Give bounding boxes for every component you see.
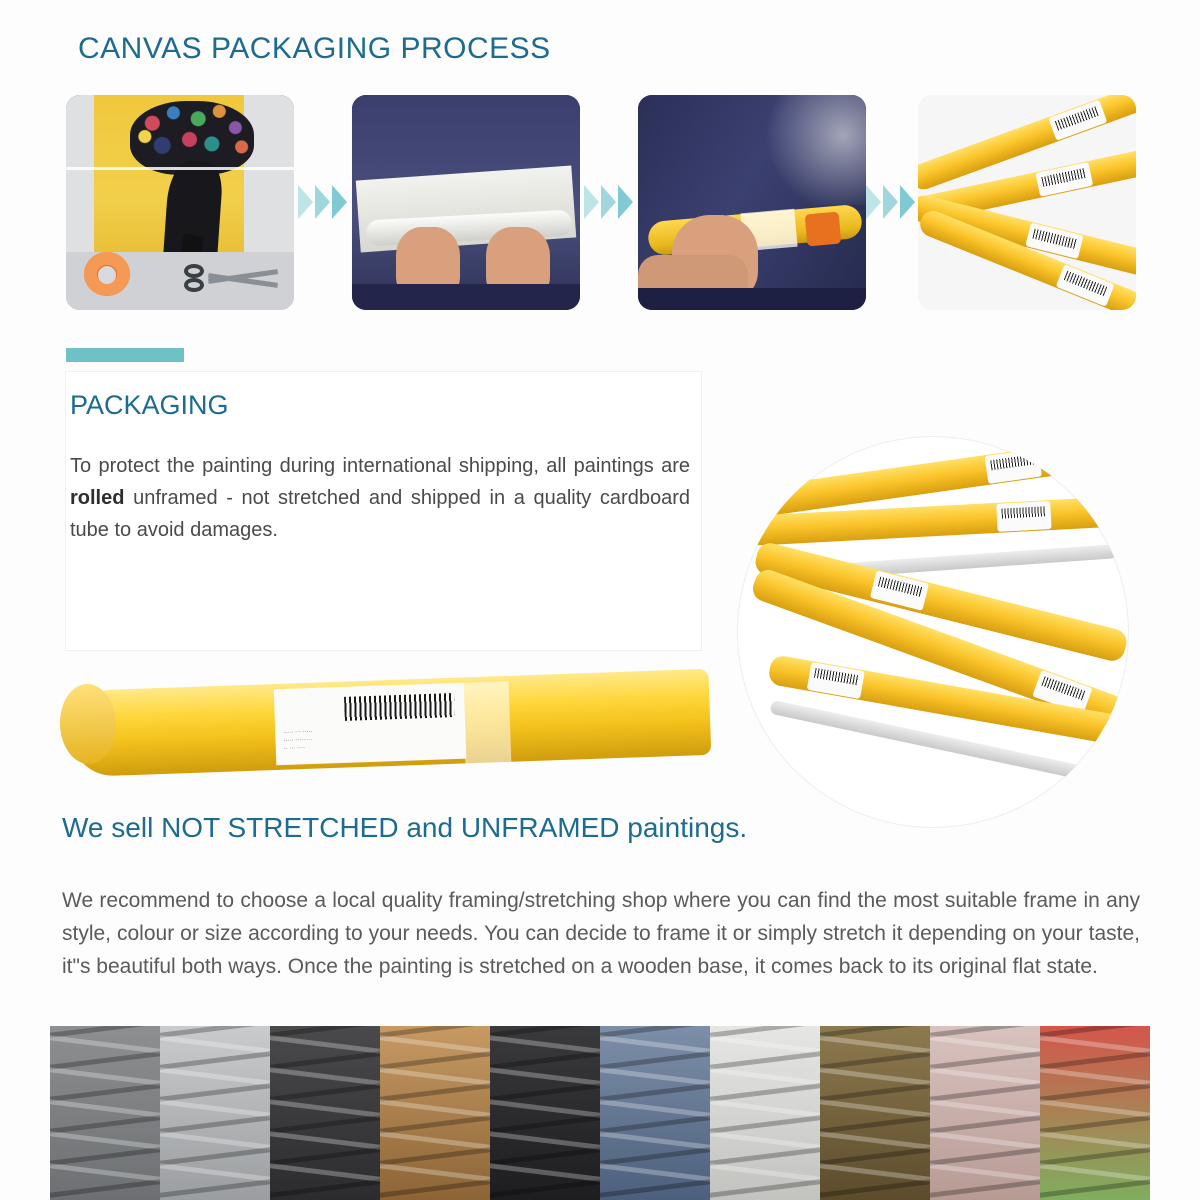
label-text-lines: ····· ··· ····· ····· ····· ··· ·· ··· ···· (283, 729, 313, 753)
long-tube-tape (463, 681, 512, 767)
barcode-label-icon (807, 662, 865, 699)
barcode-label-icon (870, 571, 929, 611)
packaging-emphasis: rolled (70, 487, 125, 509)
step2-table (352, 284, 580, 310)
frame-sample-pastel-frames (930, 1026, 1040, 1200)
process-step-2-image (352, 95, 580, 310)
long-tube-shipping-label (274, 683, 467, 766)
long-tube-photo (60, 648, 720, 798)
process-strip (66, 95, 1136, 315)
frame-sample-white-frames (710, 1026, 820, 1200)
step3-table (638, 288, 866, 310)
selling-headline: We sell NOT STRETCHED and UNFRAMED paintings. (62, 812, 748, 843)
step3-light-glow (758, 95, 866, 205)
process-title: CANVAS PACKAGING PROCESS (78, 32, 551, 65)
process-step-4-image (918, 95, 1136, 310)
packaging-text-before: To protect the painting during international shipping, all paintings are (70, 455, 690, 477)
process-arrow-3 (866, 177, 926, 227)
scissors-icon (182, 260, 278, 294)
frame-samples-strip (50, 1026, 1150, 1200)
frame-sample-wood-frames (380, 1026, 490, 1200)
process-arrow-1 (298, 177, 358, 227)
frame-sample-black-frames (490, 1026, 600, 1200)
packaging-title: PACKAGING (70, 390, 229, 420)
frame-sample-silver-frames (160, 1026, 270, 1200)
step1-tape-roll (84, 252, 130, 296)
barcode-icon (344, 693, 455, 721)
section-accent-bar (66, 348, 184, 362)
barcode-label-icon (985, 449, 1042, 484)
recommendation-paragraph: We recommend to choose a local quality framing/stretching shop where you can find the most suitable frame in any style, colour or size according to your needs. You can decide to frame it or simply stretch it depending on your taste, it"s beautiful both ways. Once the painting is stretched on a wooden base, it comes back to its original flat state. (62, 889, 1140, 978)
frame-sample-dark-frames (270, 1026, 380, 1200)
step3-orange-tape-dispenser (805, 212, 842, 247)
barcode-label-icon (996, 501, 1051, 532)
frame-sample-colour-frames (1040, 1026, 1150, 1200)
frame-sample-ornate-gold-frames (820, 1026, 930, 1200)
frame-sample-grey-frames (50, 1026, 160, 1200)
tubes-circle-photo (737, 436, 1129, 828)
frame-sample-blue-frames (600, 1026, 710, 1200)
process-step-1-image (66, 95, 294, 310)
process-step-3-image (638, 95, 866, 310)
process-arrow-2 (584, 177, 644, 227)
step1-table-edge (66, 167, 294, 170)
packaging-text-after: unframed - not stretched and shipped in a quality cardboard tube to avoid damages. (70, 487, 690, 541)
packaging-description (70, 450, 690, 546)
